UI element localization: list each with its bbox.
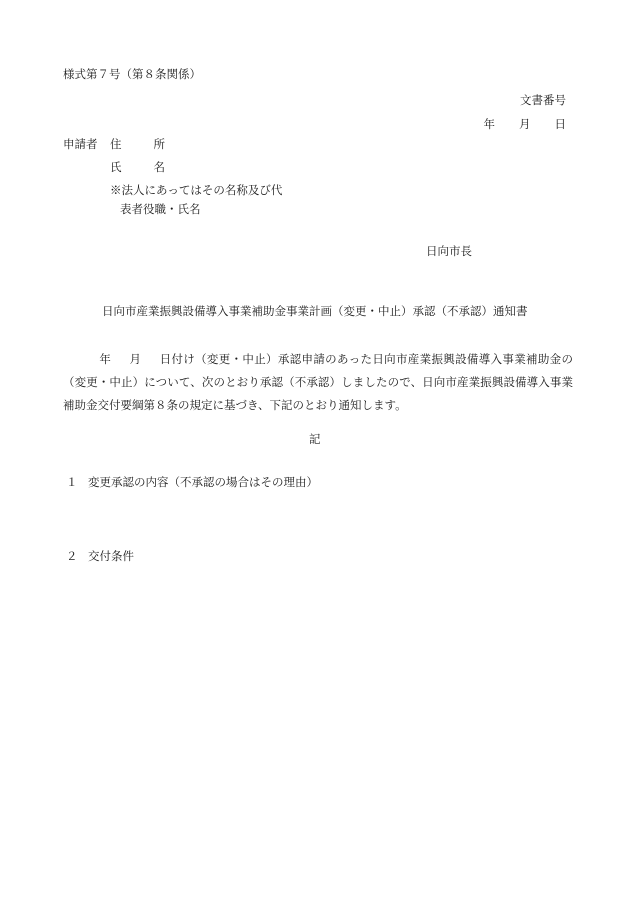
address-label-second: 所 bbox=[153, 137, 165, 151]
name-label bbox=[110, 162, 165, 174]
item-number: １ bbox=[66, 475, 78, 489]
document-number-label: 文書番号 bbox=[520, 93, 566, 107]
form-number: 様式第７号（第８条関係） bbox=[63, 67, 201, 81]
body-text: 日付け（変更・中止）承認申請のあった日向市産業振興設備導入事業補助金の（変更・中止）について、次のとおり承認（不承認）しましたので、日向市産業振興設備導入事業補助金交付要綱第８条の規定に基づき、下記のとおり通知します。 bbox=[63, 352, 574, 412]
body-month: 月 bbox=[129, 352, 142, 366]
sender-mayor: 日向市長 bbox=[426, 244, 472, 258]
applicant-label: 申請者 bbox=[63, 137, 98, 151]
item-text: 交付条件 bbox=[88, 549, 134, 563]
address-label bbox=[110, 139, 165, 151]
address-label-first: 住 bbox=[110, 137, 122, 151]
body-paragraph bbox=[63, 348, 573, 417]
list-item-1 bbox=[66, 477, 318, 489]
corporation-note-line2: 表者役職・氏名 bbox=[120, 202, 201, 216]
item-text: 変更承認の内容（不承認の場合はその理由） bbox=[88, 475, 318, 489]
date-line bbox=[484, 119, 567, 131]
corporation-note-line1: ※法人にあってはその名称及び代 bbox=[110, 183, 283, 197]
document-title: 日向市産業振興設備導入事業補助金事業計画（変更・中止）承認（不承認）通知書 bbox=[102, 304, 528, 318]
item-number: ２ bbox=[66, 549, 78, 563]
ki-heading: 記 bbox=[309, 432, 321, 446]
name-label-first: 氏 bbox=[110, 160, 122, 174]
name-label-second: 名 bbox=[153, 160, 165, 174]
date-day: 日 bbox=[554, 117, 566, 131]
body-year: 年 bbox=[99, 352, 112, 366]
list-item-2 bbox=[66, 551, 134, 563]
date-year: 年 bbox=[483, 117, 495, 131]
date-month: 月 bbox=[519, 117, 531, 131]
